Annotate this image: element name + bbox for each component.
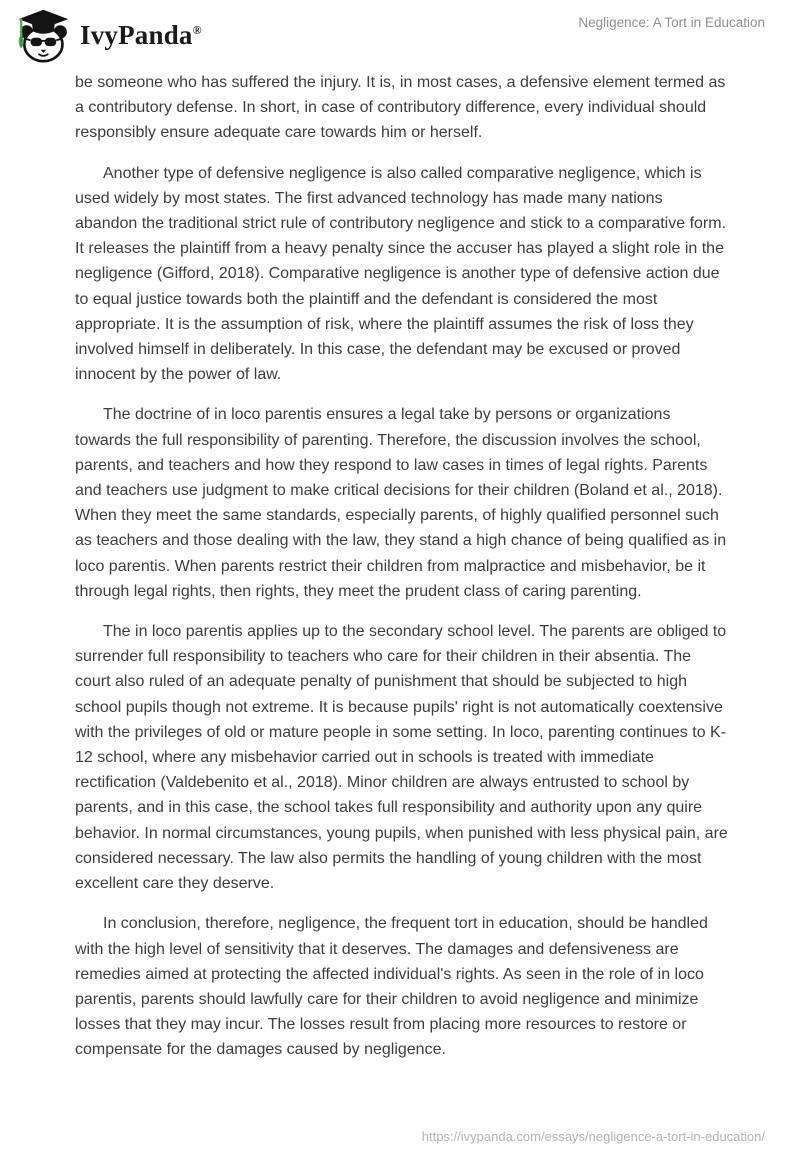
paragraph-4: The in loco parentis applies up to the secondary school level. The parents are obliged to surrender full responsibility to teachers who care for their children in their absentia. The court also ruled of an adequate penalty of punishment that should be subjected to high school pupils though not extreme. It is because pupils' right is not automatically coextensive with the privileges of old or mature people in some setting. In loco, parenting continues to K-12 school, where any misbehavior carried out in schools is treated with immediate rectification (Valdebenito et al., 2018). Minor children are always entrusted to school by parents, and in this case, the school takes full responsibility and authority upon any quire behavior. In normal circumstances, young pupils, when punished with less physical pain, are considered necessary. The law also permits the handling of young children with the most excellent care they deserve. <box>75 623 728 893</box>
brand-name <box>80 8 202 63</box>
paragraph-3: The doctrine of in loco parentis ensures a legal take by persons or organizations towards the full responsibility of parenting. Therefore, the discussion involves the school, parents, and teachers and how they respond to law cases in times of legal rights. Parents and teachers use judgment to make critical decisions for their children (Boland et al., 2018). When they meet the same standards, especially parents, of highly qualified personnel such as teachers and those dealing with the law, they stand a high chance of being qualified as in loco parentis. When parents restrict their children from malpractice and misbehavior, be it through legal rights, then rights, they meet the prudent class of caring parenting. <box>75 406 727 600</box>
ivypanda-logo <box>14 8 202 63</box>
paragraph-2: Another type of defensive negligence is also called comparative negligence, which is used widely by most states. The first advanced technology has made many nations abandon the traditional strict rule of contributory negligence and stick to a comparative form. It releases the plaintiff from a heavy penalty since the accuser has played a slight role in the negligence (Gifford, 2018). Comparative negligence is another type of defensive action due to equal justice towards both the plaintiff and the defendant is considered the most appropriate. It is the assumption of risk, where the plaintiff assumes the risk of loss they involved himself in deliberately. In this case, the defendant may be excused or proved innocent by the power of law. <box>75 164 727 384</box>
registered-trademark: ® <box>192 23 202 37</box>
brand-name-text: IvyPanda <box>80 20 193 50</box>
paragraph-5: In conclusion, therefore, negligence, the frequent tort in education, should be handled with the high level of sensitivity that it deserves. The damages and defensiveness are remedies aimed at protecting the affected individual's rights. As seen in the role of in loco parentis, parents should lawfully care for their children to avoid negligence and minimize losses that they may incur. The losses result from placing more resources to restore or compensate for the damages caused by negligence. <box>75 915 708 1059</box>
essay-body <box>75 70 728 1078</box>
page-header <box>14 8 765 63</box>
paragraph-1: be someone who has suffered the injury. It is, in most cases, a defensive element termed as a contributory defense. In short, in case of contributory difference, every individual should responsibly ensure adequate care towards him or herself. <box>75 74 726 142</box>
panda-graduation-cap-icon <box>14 8 71 63</box>
page-footer <box>422 1129 765 1144</box>
document-title: Negligence: A Tort in Education <box>578 15 765 30</box>
source-url: https://ivypanda.com/essays/negligence-a-tort-in-education/ <box>421 1129 765 1144</box>
